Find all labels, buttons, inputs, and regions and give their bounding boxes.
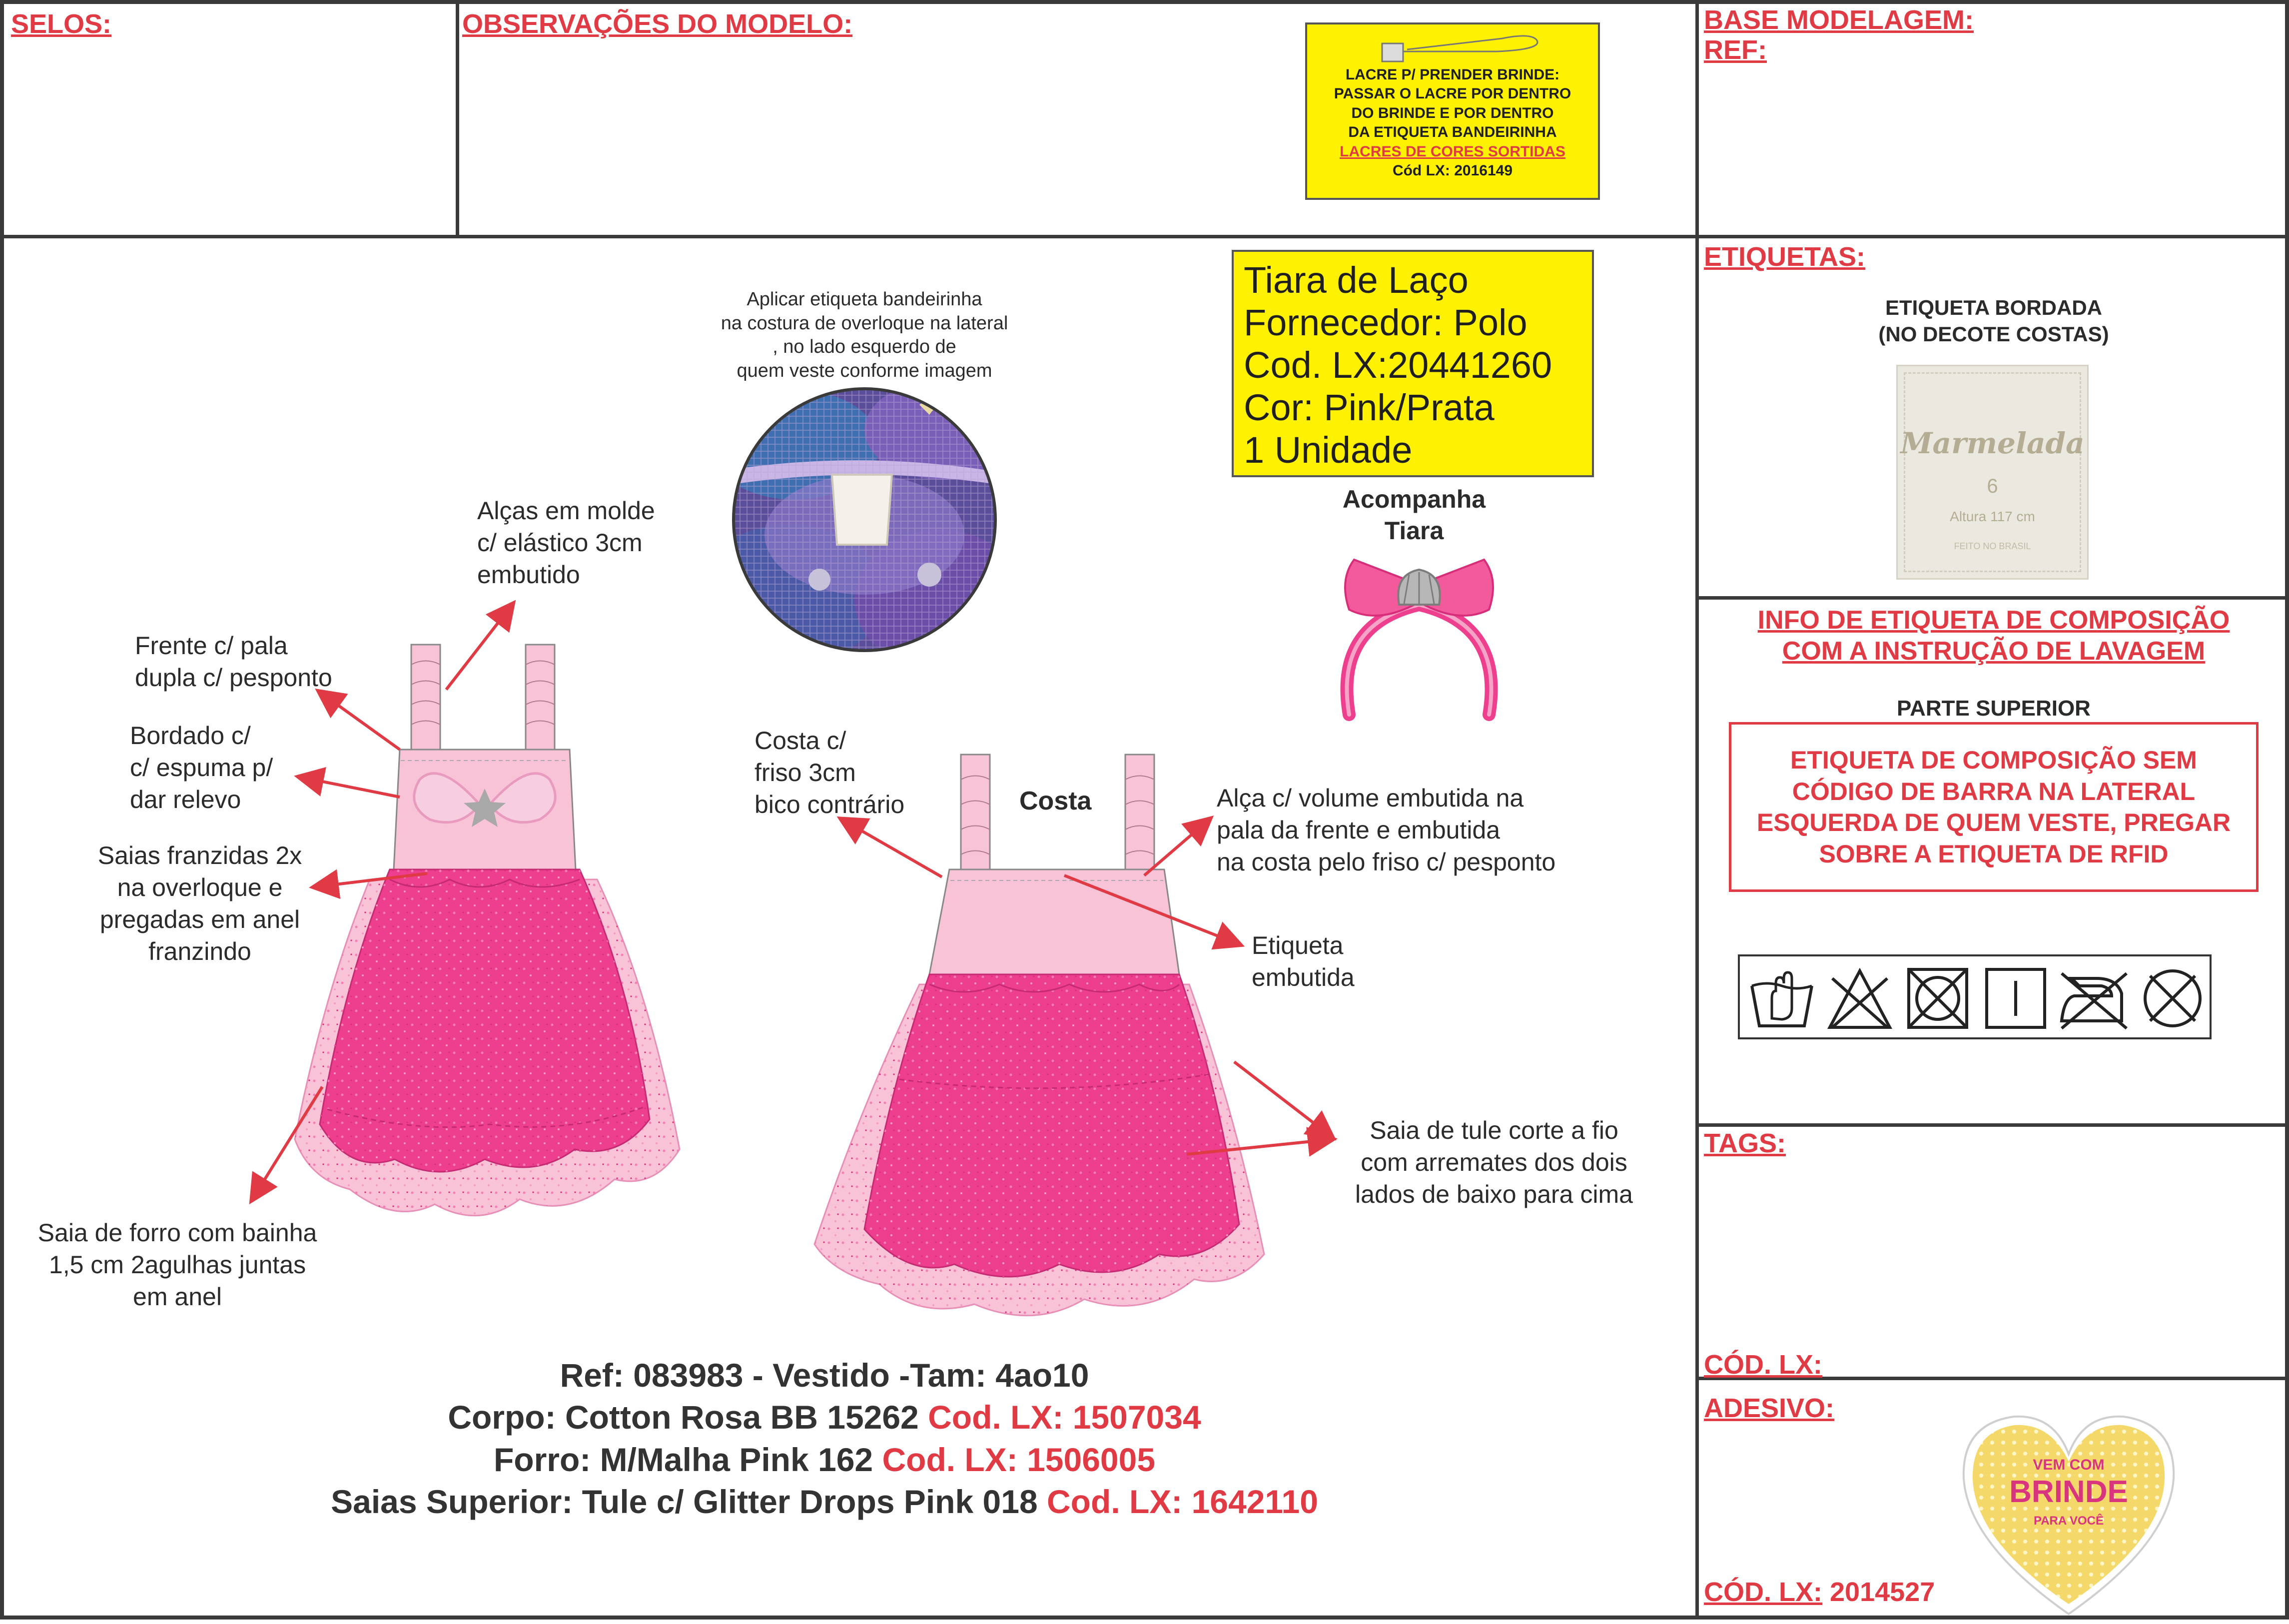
bordado-line-1: Bordado c/ xyxy=(130,722,251,750)
bordada-line-2: (NO DECOTE COSTAS) xyxy=(1878,322,2109,346)
footer-forro-text: Forro: M/Malha Pink 162 xyxy=(493,1441,882,1478)
tiara-line-3: Cod. LX:20441260 xyxy=(1244,344,1552,386)
note-saia-tule xyxy=(1329,1114,1659,1210)
acompanha-line-2: Tiara xyxy=(1384,516,1444,545)
tiara-info-box xyxy=(1232,250,1594,477)
hand-wash-icon xyxy=(1747,963,1817,1033)
alcas-line-3: embutido xyxy=(477,561,580,589)
adesivo-code-value: 2014527 xyxy=(1830,1577,1935,1607)
sticker-line-3: PARA VOCÊ xyxy=(2033,1514,2104,1528)
note-forro xyxy=(15,1217,340,1313)
ref-label: REF: xyxy=(1704,35,1767,65)
right-divider-2 xyxy=(1695,596,2289,600)
bordada-line-1: ETIQUETA BORDADA xyxy=(1885,296,2102,319)
lacre-line-4: DA ETIQUETA BANDEIRINHA xyxy=(1348,124,1557,141)
frente-line-2: dupla c/ pesponto xyxy=(135,664,332,692)
lacre-highlight: LACRES DE CORES SORTIDAS xyxy=(1340,143,1565,160)
no-tumble-dry-icon xyxy=(1903,963,1973,1033)
header-divider xyxy=(0,235,1699,238)
front-dress-illustration xyxy=(270,630,769,1249)
forro-line-2: 1,5 cm 2agulhas juntas xyxy=(48,1251,306,1279)
no-dry-clean-icon xyxy=(2138,963,2208,1033)
label-made: FEITO NO BRASIL xyxy=(1954,541,2031,551)
alca-back-line-1: Alça c/ volume embutida na xyxy=(1217,784,1524,812)
info-composicao-title xyxy=(1699,605,2289,667)
etiquetas-label: ETIQUETAS: xyxy=(1704,242,1865,272)
alcas-line-2: c/ elástico 3cm xyxy=(477,529,643,557)
saia-tule-line-3: lados de baixo para cima xyxy=(1355,1180,1633,1208)
etiqueta-line-1: Etiqueta xyxy=(1252,931,1344,959)
sticker-line-1: VEM COM xyxy=(2033,1457,2105,1473)
tiara-line-5: 1 Unidade xyxy=(1244,429,1413,471)
composicao-instructions-box xyxy=(1729,722,2259,892)
footer-corpo-line xyxy=(100,1396,1549,1438)
saias-line-4: franzindo xyxy=(148,937,251,965)
saias-line-1: Saias franzidas 2x xyxy=(97,841,302,869)
info-line-2: COM A INSTRUÇÃO DE LAVAGEM xyxy=(1782,637,2206,666)
footer-forro-code: Cod. LX: 1506005 xyxy=(882,1441,1156,1478)
costa-line-1: Costa c/ xyxy=(755,727,846,755)
footer-corpo-code: Cod. LX: 1507034 xyxy=(928,1399,1201,1436)
selos-divider xyxy=(456,0,459,237)
parte-superior-label: PARTE SUPERIOR xyxy=(1897,696,2091,721)
costa-title: Costa xyxy=(1019,787,1092,815)
lacre-seal-icon xyxy=(1332,29,1572,69)
care-symbols-strip xyxy=(1738,954,2212,1039)
note-frente xyxy=(135,630,332,694)
lacre-line-2: PASSAR O LACRE POR DENTRO xyxy=(1334,85,1571,102)
saia-tule-line-2: com arremates dos dois xyxy=(1361,1148,1627,1176)
alca-back-line-3: na costa pelo friso c/ pesponto xyxy=(1217,848,1556,876)
bandeirinha-line-3: , no lado esquerdo de xyxy=(772,336,956,357)
label-height: Altura 117 cm xyxy=(1950,509,2035,524)
forro-line-3: em anel xyxy=(133,1283,222,1311)
observacoes-label: OBSERVAÇÕES DO MODELO: xyxy=(462,9,853,39)
note-alcas xyxy=(477,495,655,591)
footer-saias-code: Cod. LX: 1642110 xyxy=(1046,1483,1318,1521)
bordado-line-2: c/ espuma p/ xyxy=(130,754,273,782)
sticker-line-2: BRINDE xyxy=(2009,1475,2128,1509)
etiqueta-line-2: embutida xyxy=(1252,963,1355,991)
tiara-headband-illustration xyxy=(1319,550,1519,750)
footer-corpo-text: Corpo: Cotton Rosa BB 15262 xyxy=(448,1399,928,1436)
note-costa xyxy=(755,725,904,820)
no-bleach-icon xyxy=(1825,963,1895,1033)
lacre-line-1: LACRE P/ PRENDER BRINDE: xyxy=(1345,66,1560,83)
lacre-code: Cód LX: 2016149 xyxy=(1392,162,1513,179)
selos-label: SELOS: xyxy=(11,9,112,39)
right-divider-3 xyxy=(1695,1123,2289,1127)
adesivo-cod-lx-label: CÓD. LX: xyxy=(1704,1577,1822,1607)
tiara-line-2: Fornecedor: Polo xyxy=(1244,302,1527,344)
label-size: 6 xyxy=(1987,475,1998,497)
composicao-line-3: ESQUERDA DE QUEM VESTE, PREGAR xyxy=(1756,809,2231,836)
note-alca-back xyxy=(1217,782,1555,878)
footer-saias-text: Saias Superior: Tule c/ Glitter Drops Pink 018 xyxy=(331,1483,1047,1521)
saia-tule-line-1: Saia de tule corte a fio xyxy=(1370,1116,1618,1144)
bandeirinha-detail-photo xyxy=(730,385,999,655)
lacre-note xyxy=(1305,22,1600,200)
bordado-line-3: dar relevo xyxy=(130,786,241,813)
composicao-line-1: ETIQUETA DE COMPOSIÇÃO SEM xyxy=(1790,746,2197,774)
costa-line-3: bico contrário xyxy=(755,791,905,818)
lacre-line-3: DO BRINDE E POR DENTRO xyxy=(1351,104,1554,121)
tiara-line-1: Tiara de Laço xyxy=(1244,259,1469,301)
composicao-line-2: CÓDIGO DE BARRA NA LATERAL xyxy=(1792,777,2196,806)
composicao-line-4: SOBRE A ETIQUETA DE RFID xyxy=(1819,839,2169,868)
no-iron-icon xyxy=(2057,963,2132,1033)
bandeirinha-line-2: na costura de overloque na lateral xyxy=(721,312,1008,334)
footer-forro-line xyxy=(100,1439,1549,1481)
tags-cod-lx-label: CÓD. LX: xyxy=(1704,1350,1822,1380)
note-etiqueta xyxy=(1252,929,1355,993)
alca-back-line-2: pala da frente e embutida xyxy=(1217,816,1501,844)
footer-spec xyxy=(100,1354,1549,1523)
note-saias xyxy=(70,839,330,967)
acompanha-line-1: Acompanha xyxy=(1342,485,1486,513)
bandeirinha-line-1: Aplicar etiqueta bandeirinha xyxy=(747,289,982,310)
back-dress-illustration xyxy=(784,750,1284,1329)
etiqueta-bordada-title xyxy=(1799,295,2189,347)
footer-ref-line: Ref: 083983 - Vestido -Tam: 4ao10 xyxy=(560,1357,1089,1394)
bandeirinha-line-4: quem veste conforme imagem xyxy=(737,360,992,381)
tags-label: TAGS: xyxy=(1704,1128,1786,1158)
line-dry-icon xyxy=(1981,963,2051,1033)
info-line-1: INFO DE ETIQUETA DE COMPOSIÇÃO xyxy=(1757,606,2230,635)
alcas-line-1: Alças em molde xyxy=(477,497,655,525)
bandeirinha-note xyxy=(680,288,1049,383)
costa-line-2: friso 3cm xyxy=(755,759,856,787)
adesivo-label: ADESIVO: xyxy=(1704,1393,1835,1423)
base-modelagem-label: BASE MODELAGEM: xyxy=(1704,5,1974,35)
saias-line-2: na overloque e xyxy=(117,873,283,901)
tiara-line-4: Cor: Pink/Prata xyxy=(1244,387,1495,429)
right-divider-1 xyxy=(1695,235,2289,238)
frente-line-1: Frente c/ pala xyxy=(135,632,288,660)
saias-line-3: pregadas em anel xyxy=(99,905,300,933)
woven-label-swatch xyxy=(1896,365,2089,580)
label-brand: Marmelada xyxy=(1900,426,2085,460)
note-bordado xyxy=(130,720,273,815)
acompanha-tiara-label xyxy=(1289,484,1539,546)
footer-saias-line xyxy=(100,1481,1549,1523)
adesivo-code-row xyxy=(1704,1577,1935,1608)
forro-line-1: Saia de forro com bainha xyxy=(37,1219,317,1247)
